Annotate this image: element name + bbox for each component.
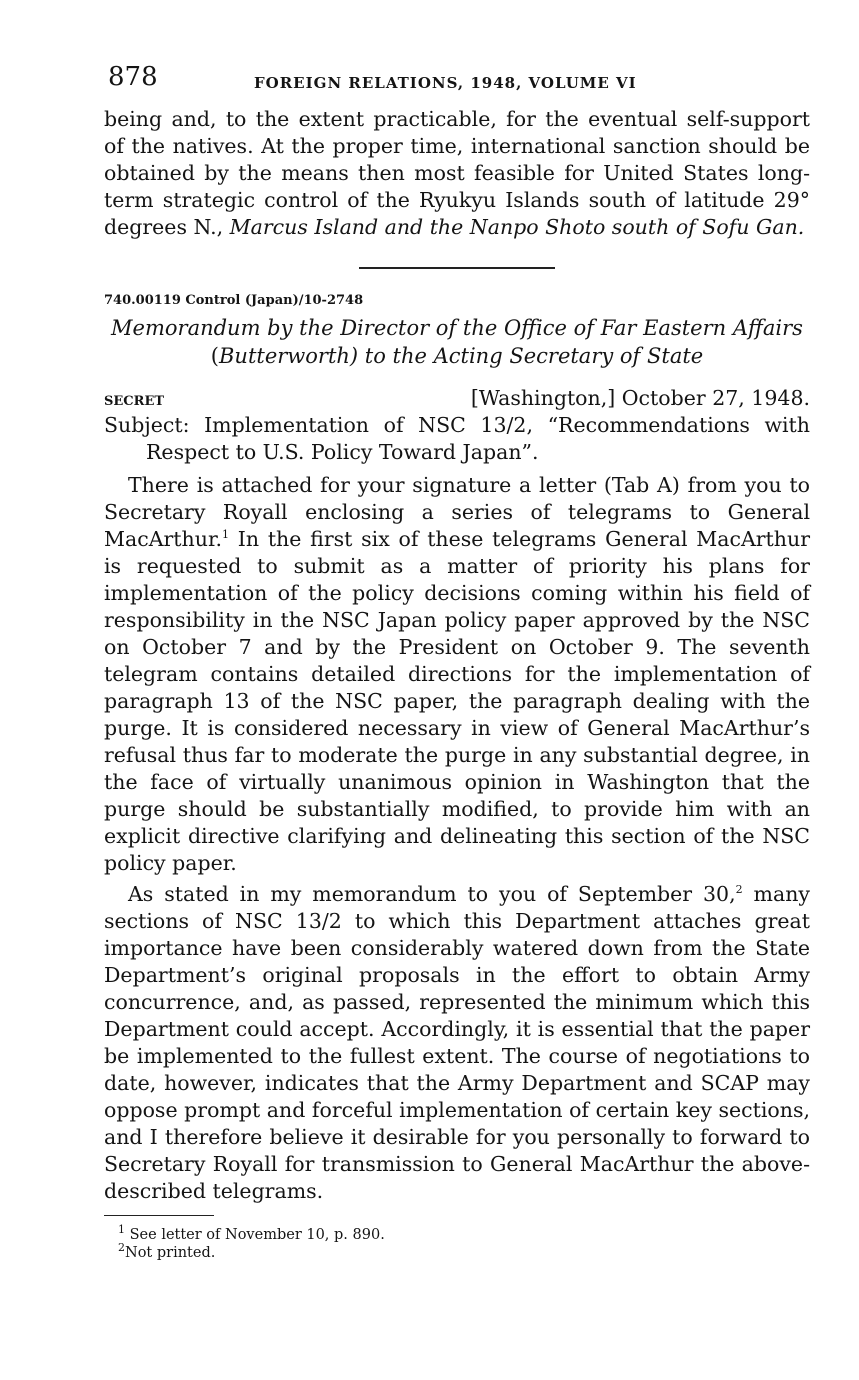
file-number: 740.00119 Control (Japan)/10-2748 bbox=[104, 293, 364, 308]
memo-title bbox=[104, 314, 810, 370]
footnote-2-text: Not printed. bbox=[125, 1245, 216, 1261]
paragraph-2 bbox=[104, 881, 810, 1205]
section-divider bbox=[359, 267, 555, 269]
memo-title-line2-rest: ) to the Acting Secretary of State bbox=[349, 344, 704, 368]
footnote-2-marker: 2 bbox=[118, 1241, 125, 1255]
memo-title-line1: Memorandum by the Director of the Office of Far Eastern Affairs bbox=[111, 316, 803, 340]
dateline: [Washington,] October 27, 1948. bbox=[470, 386, 810, 410]
classification-row bbox=[104, 386, 810, 410]
paragraph-2-part2: many sections of NSC 13/2 to which this Department attaches great importance have been considerably watered down from the State Department’s original proposals in the effort to obtain Army concurrence, and, as passed, represented the minimum which this Department could accept. Accordingly, it is essential that the paper be implemented to the fullest extent. The course of negotiations to date, however, indicates that the Army Department and SCAP may oppose prompt and forceful implementation of certain key sections, and I therefore believe it desirable for you personally to forward to Secretary Royall for transmission to General MacArthur the above-described telegrams. bbox=[104, 882, 810, 1203]
footnote-1 bbox=[104, 1223, 810, 1244]
footnote-ref-2: 2 bbox=[735, 883, 743, 897]
intro-paragraph bbox=[104, 106, 810, 241]
page-number: 878 bbox=[108, 62, 158, 92]
running-head: FOREIGN RELATIONS, 1948, VOLUME VI bbox=[254, 74, 637, 92]
footnote-ref-1: 1 bbox=[222, 528, 230, 542]
footnote-divider bbox=[104, 1215, 214, 1216]
footnote-1-marker: 1 bbox=[118, 1223, 125, 1237]
memo-title-author: Butterworth bbox=[218, 344, 350, 368]
classification-label: SECRET bbox=[104, 394, 165, 409]
subject-line: Subject: Implementation of NSC 13/2, “Recommendations with Respect to U.S. Policy Toward Japan”. bbox=[104, 413, 810, 464]
intro-italic-tail: Marcus Island and the Nanpo Shoto south of Sofu Gan. bbox=[229, 215, 805, 239]
paragraph-1-part2: In the first six of these telegrams General MacArthur is requested to submit as a matter of priority his plans for implementation of the policy decisions coming within his field of responsibility in the NSC Japan policy paper approved by the NSC on October 7 and by the President on October 9. The seventh telegram contains detailed directions for the implementation of paragraph 13 of the NSC paper, the paragraph dealing with the purge. It is considered necessary in view of General MacArthur’s refusal thus far to moderate the purge in any substantial degree, in the face of virtually unanimous opinion in Washington that the purge should be substantially modified, to provide him with an explicit directive clarifying and delineating this section of the NSC policy paper. bbox=[104, 527, 810, 875]
document-page bbox=[104, 62, 810, 1262]
footnote-1-text: See letter of November 10, p. 890. bbox=[129, 1227, 385, 1243]
memo-title-paren-open: ( bbox=[210, 344, 219, 368]
footnote-2 bbox=[104, 1241, 810, 1262]
paragraph-1 bbox=[104, 472, 810, 877]
paragraph-2-part1: As stated in my memorandum to you of September 30, bbox=[128, 882, 736, 906]
page-header bbox=[104, 62, 810, 106]
paragraph-1-part1: There is attached for your signature a letter (Tab A) from you to Secretary Royall enclosing a series of telegrams to General MacArthur. bbox=[104, 473, 810, 551]
intro-text: being and, to the extent practicable, for the eventual self-support of the natives. At the proper time, international sanction should be obtained by the means then most feasible for United States long-term strategic control of the Ryukyu Islands south of latitude 29° degrees N., bbox=[104, 107, 810, 239]
